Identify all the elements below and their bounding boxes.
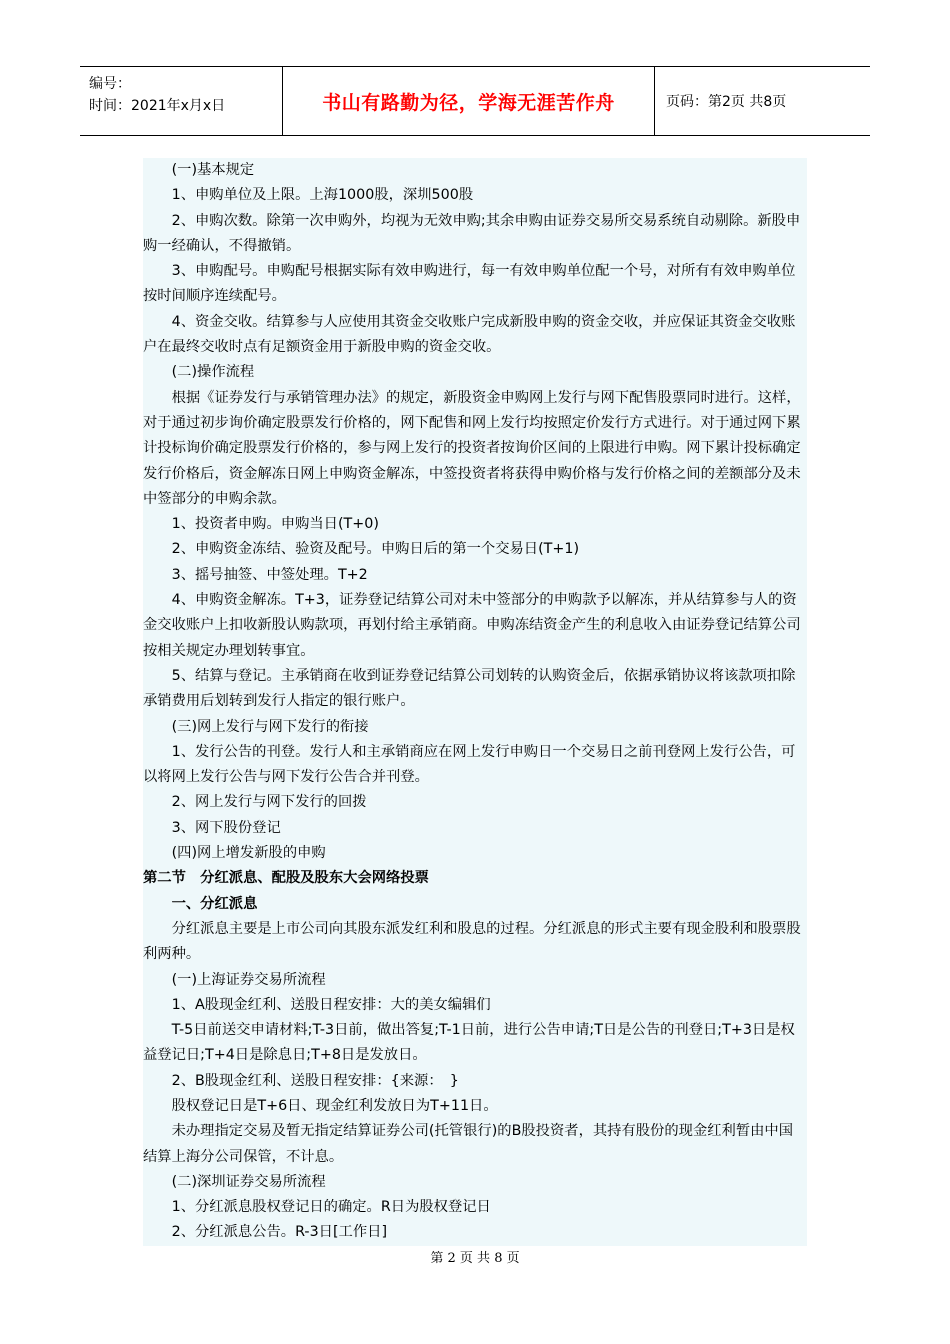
body-paragraph: (一)上海证券交易所流程 xyxy=(143,968,807,993)
body-paragraph: 1、分红派息股权登记日的确定。R日为股权登记日 xyxy=(143,1195,807,1220)
body-paragraph: 3、网下股份登记 xyxy=(143,816,807,841)
subsection-heading: 一、分红派息 xyxy=(143,892,807,917)
body-paragraph: 1、发行公告的刊登。发行人和主承销商应在网上发行申购日一个交易日之前刊登网上发行公告，可以将网上发行公告与网下发行公告合并刊登。 xyxy=(143,740,807,791)
document-body xyxy=(143,158,807,1246)
body-paragraph: 根据《证券发行与承销管理办法》的规定，新股资金申购网上发行与网下配售股票同时进行。这样，对于通过初步询价确定股票发行价格的，网下配售和网上发行均按照定价发行方式进行。对于通过网下累计投标询价确定股票发行价格的，参与网上发行的投资者按询价区间的上限进行申购。网下累计投标确定发行价格后，资金解冻日网上申购资金解冻，中签投资者将获得申购价格与发行价格之间的差额部分及未中签部分的申购余款。 xyxy=(143,386,807,512)
body-paragraph: (二)操作流程 xyxy=(143,360,807,385)
header-motto: 书山有路勤为径，学海无涯苦作舟 xyxy=(283,67,655,135)
body-paragraph: 1、申购单位及上限。上海1000股，深圳500股 xyxy=(143,183,807,208)
body-paragraph: T-5日前送交申请材料;T-3日前，做出答复;T-1日前，进行公告申请;T日是公告的刊登日;T+3日是权益登记日;T+4日是除息日;T+8日是发放日。 xyxy=(143,1018,807,1069)
body-paragraph: (二)深圳证券交易所流程 xyxy=(143,1170,807,1195)
body-paragraph: 1、A股现金红利、送股日程安排：大的美女编辑们 xyxy=(143,993,807,1018)
page-footer: 第 2 页 共 8 页 xyxy=(430,1251,520,1266)
document-number-label: 编号： xyxy=(89,76,131,92)
body-paragraph: 2、网上发行与网下发行的回拨 xyxy=(143,790,807,815)
body-paragraph: 2、申购次数。除第一次申购外，均视为无效申购;其余申购由证券交易所交易系统自动剔除。新股申购一经确认，不得撤销。 xyxy=(143,209,807,260)
body-paragraph: 分红派息主要是上市公司向其股东派发红利和股息的过程。分红派息的形式主要有现金股利和股票股利两种。 xyxy=(143,917,807,968)
body-paragraph: 2、申购资金冻结、验资及配号。申购日后的第一个交易日(T+1) xyxy=(143,537,807,562)
body-paragraph: 3、申购配号。申购配号根据实际有效申购进行，每一有效申购单位配一个号，对所有有效申购单位按时间顺序连续配号。 xyxy=(143,259,807,310)
body-paragraph: (一)基本规定 xyxy=(143,158,807,183)
document-date-label: 时间：2021年x月x日 xyxy=(89,98,226,114)
body-paragraph: 3、摇号抽签、中签处理。T+2 xyxy=(143,563,807,588)
body-paragraph: 1、投资者申购。申购当日(T+0) xyxy=(143,512,807,537)
body-paragraph: 4、资金交收。结算参与人应使用其资金交收账户完成新股申购的资金交收，并应保证其资金交收账户在最终交收时点有足额资金用于新股申购的资金交收。 xyxy=(143,310,807,361)
body-paragraph: (四)网上增发新股的申购 xyxy=(143,841,807,866)
body-paragraph: 2、B股现金红利、送股日程安排：{来源： } xyxy=(143,1069,807,1094)
body-paragraph: 5、结算与登记。主承销商在收到证券登记结算公司划转的认购资金后，依据承销协议将该款项扣除承销费用后划转到发行人指定的银行账户。 xyxy=(143,664,807,715)
page-header xyxy=(80,66,870,136)
body-paragraph: 2、分红派息公告。R-3日[工作日] xyxy=(143,1220,807,1245)
body-paragraph: (三)网上发行与网下发行的衔接 xyxy=(143,715,807,740)
header-page-number: 页码：第2页 共8页 xyxy=(666,94,787,110)
section-heading: 第二节 分红派息、配股及股东大会网络投票 xyxy=(143,866,807,891)
header-meta xyxy=(80,67,283,135)
body-paragraph: 股权登记日是T+6日、现金红利发放日为T+11日。 xyxy=(143,1094,807,1119)
body-paragraph: 4、申购资金解冻。T+3，证券登记结算公司对未中签部分的申购款予以解冻，并从结算参与人的资金交收账户上扣收新股认购款项，再划付给主承销商。申购冻结资金产生的利息收入由证券登记结算公司按相关规定办理划转事宜。 xyxy=(143,588,807,664)
body-paragraph: 未办理指定交易及暂无指定结算证券公司(托管银行)的B股投资者，其持有股份的现金红利暂由中国结算上海分公司保管，不计息。 xyxy=(143,1119,807,1170)
